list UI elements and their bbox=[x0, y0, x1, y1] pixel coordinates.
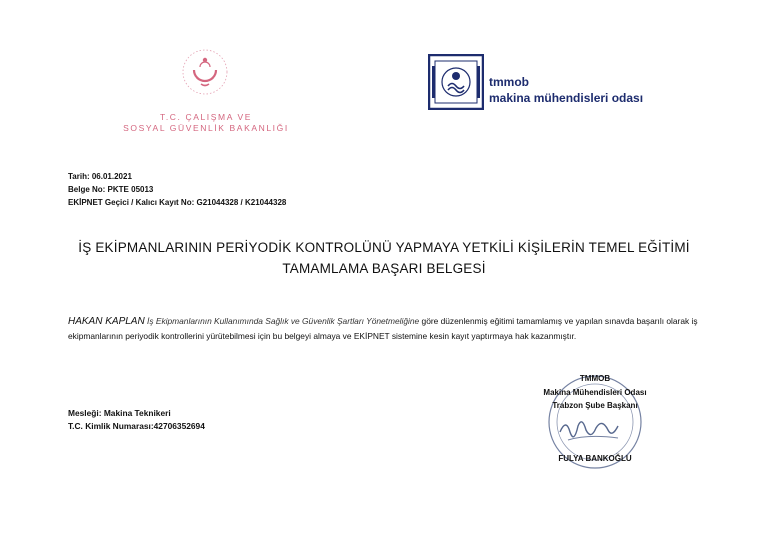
signature-branch: Trabzon Şube Başkanı bbox=[552, 401, 638, 410]
document-number: Belge No: PKTE 05013 bbox=[68, 185, 154, 194]
person-name: HAKAN KAPLAN bbox=[68, 316, 145, 327]
certificate-title-line2: TAMAMLAMA BAŞARI BELGESİ bbox=[282, 261, 486, 276]
ministry-name-line1: T.C. ÇALIŞMA VE bbox=[159, 112, 253, 122]
signature-org: TMMOB bbox=[579, 374, 611, 383]
tmmob-logo-icon bbox=[428, 54, 484, 110]
signature-chamber: Makina Mühendisleri Odası bbox=[543, 388, 647, 397]
tmmob-subname: makina mühendisleri odası bbox=[489, 91, 644, 105]
ministry-name-line2: SOSYAL GÜVENLİK BAKANLIĞI bbox=[123, 123, 289, 133]
body-text: göre düzenlenmiş eğitimi tamamlamış ve yapılan sınavda başarılı olarak iş ekipmanlarının periyodik kontrollerini yürütebilmesi için bu belgeyi almaya ve EKİPNET sistemine kesin kayıt yaptırmaya hak kazanmıştır. bbox=[68, 316, 698, 341]
signature-block bbox=[520, 370, 670, 470]
regulation-name: İş Ekipmanlarının Kullanımında Sağlık ve Güvenlik Şartları Yönetmeliğine bbox=[147, 316, 420, 326]
ministry-logo-icon bbox=[180, 48, 230, 100]
certificate-title-line1: İŞ EKİPMANLARININ PERİYODİK KONTROLÜNÜ YAPMAYA YETKİLİ KİŞİLERİN TEMEL EĞİTİMİ bbox=[78, 240, 690, 255]
profession: Mesleği: Makina Teknikeri bbox=[68, 408, 171, 418]
signatory-name: FULYA BANKOĞLU bbox=[558, 454, 632, 463]
registration-number: EKİPNET Geçici / Kalıcı Kayıt No: G21044328 / K21044328 bbox=[68, 198, 287, 207]
national-id: T.C. Kimlik Numarası:42706352694 bbox=[68, 421, 205, 431]
tmmob-name: tmmob bbox=[489, 75, 529, 89]
document-date: Tarih: 06.01.2021 bbox=[68, 172, 132, 181]
certificate-body bbox=[68, 314, 704, 344]
